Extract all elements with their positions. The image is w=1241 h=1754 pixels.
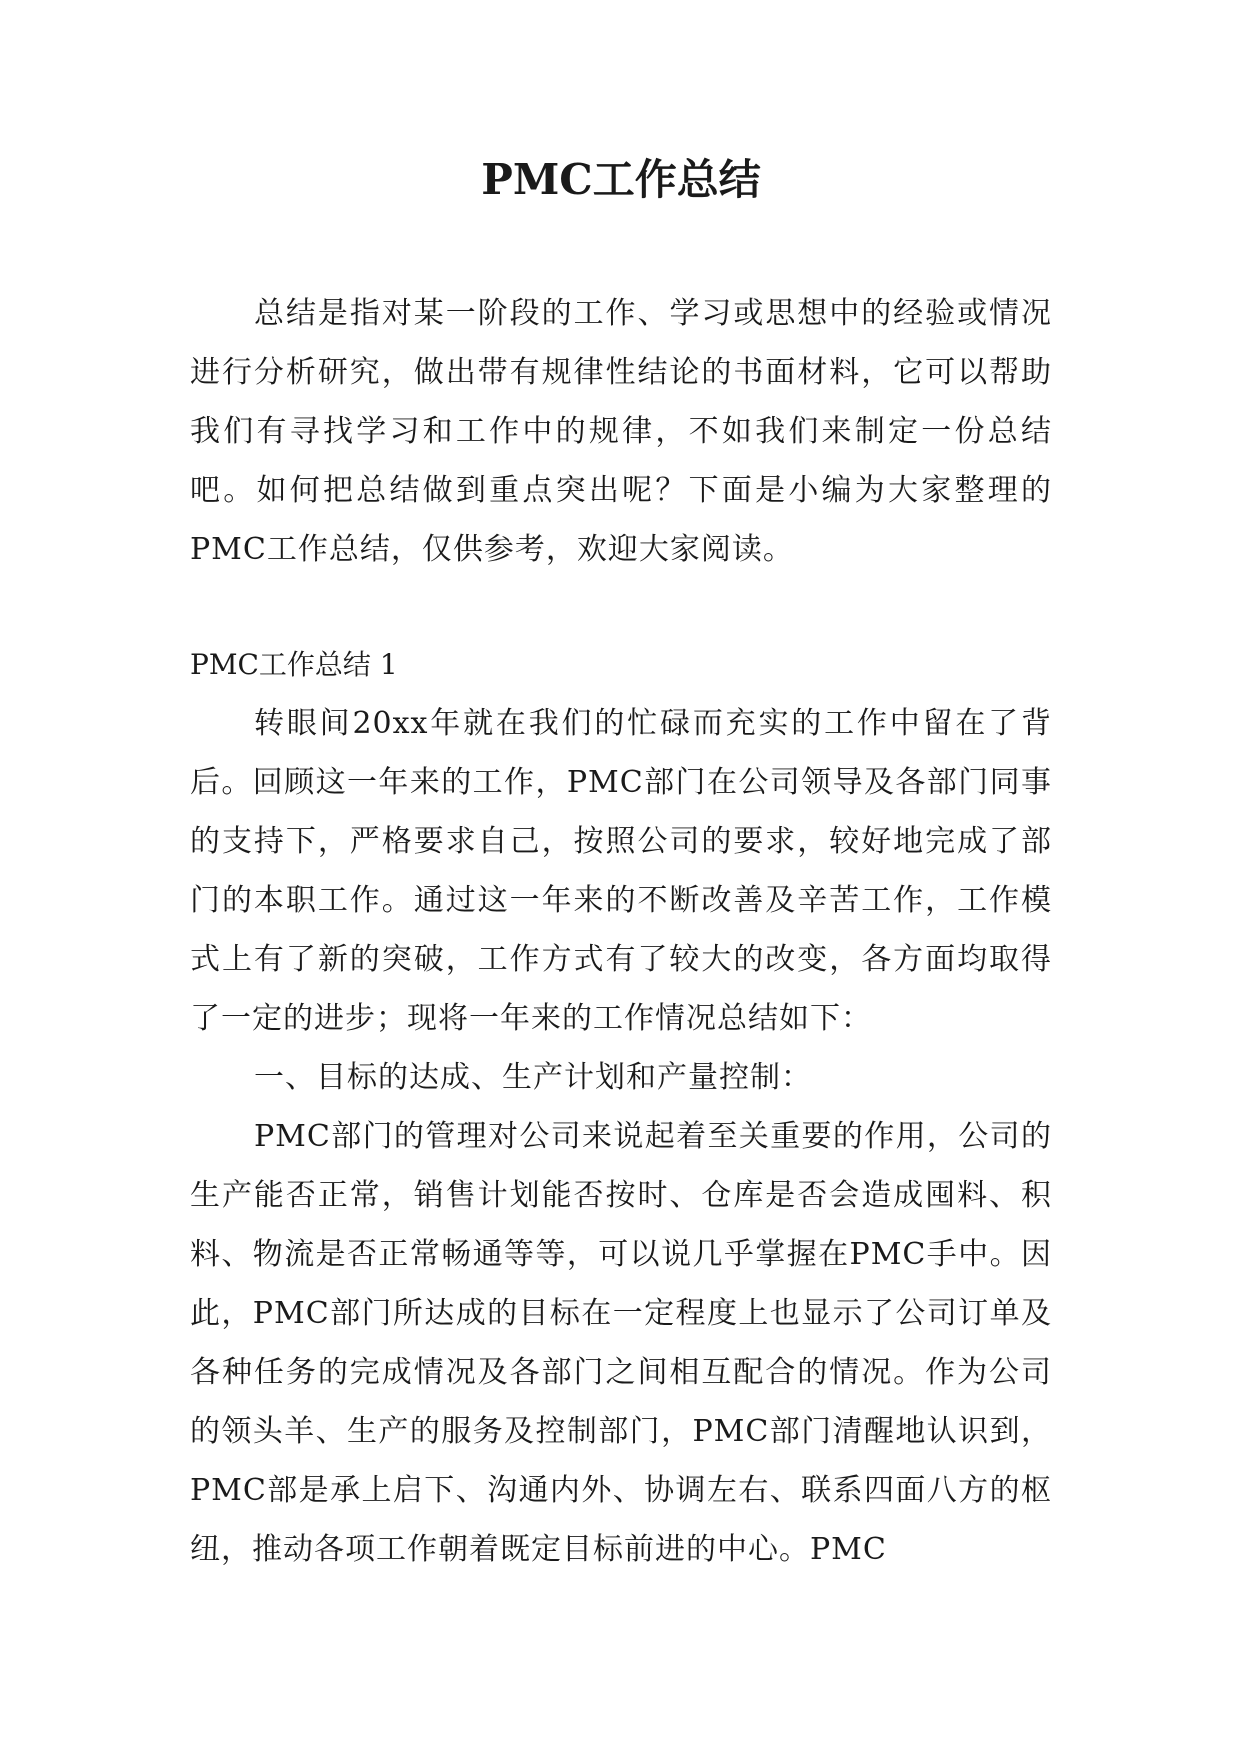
intro-paragraph: 总结是指对某一阶段的工作、学习或思想中的经验或情况进行分析研究，做出带有规律性结论的书面材料，它可以帮助我们有寻找学习和工作中的规律，不如我们来制定一份总结吧。如何把总结做到重点突出呢？下面是小编为大家整理的PMC工作总结，仅供参考，欢迎大家阅读。 [190,296,1052,567]
document-title: PMC工作总结 [481,155,761,204]
body-paragraph: 转眼间20xx年就在我们的忙碌而充实的工作中留在了背后。回顾这一年来的工作，PMC部门在公司领导及各部门同事的支持下，严格要求自己，按照公司的要求，较好地完成了部门的本职工作。通过这一年来的不断改善及辛苦工作，工作模式上有了新的突破，工作方式有了较大的改变，各方面均取得了一定的进步；现将一年来的工作情况总结如下： [190,706,1052,1036]
section-heading: PMC工作总结 1 [190,648,398,681]
section-body [190,694,1052,1579]
subheading-paragraph: 一、目标的达成、生产计划和产量控制： [254,1060,812,1095]
body-paragraph: PMC部门的管理对公司来说起着至关重要的作用，公司的生产能否正常，销售计划能否按时、仓库是否会造成囤料、积料、物流是否正常畅通等等，可以说几乎掌握在PMC手中。因此，PMC部门所达成的目标在一定程度上也显示了公司订单及各种任务的完成情况及各部门之间相互配合的情况。作为公司的领头羊、生产的服务及控制部门，PMC部门清醒地认识到，PMC部是承上启下、沟通内外、协调左右、联系四面八方的枢纽，推动各项工作朝着既定目标前进的中心。PMC [190,1119,1052,1567]
